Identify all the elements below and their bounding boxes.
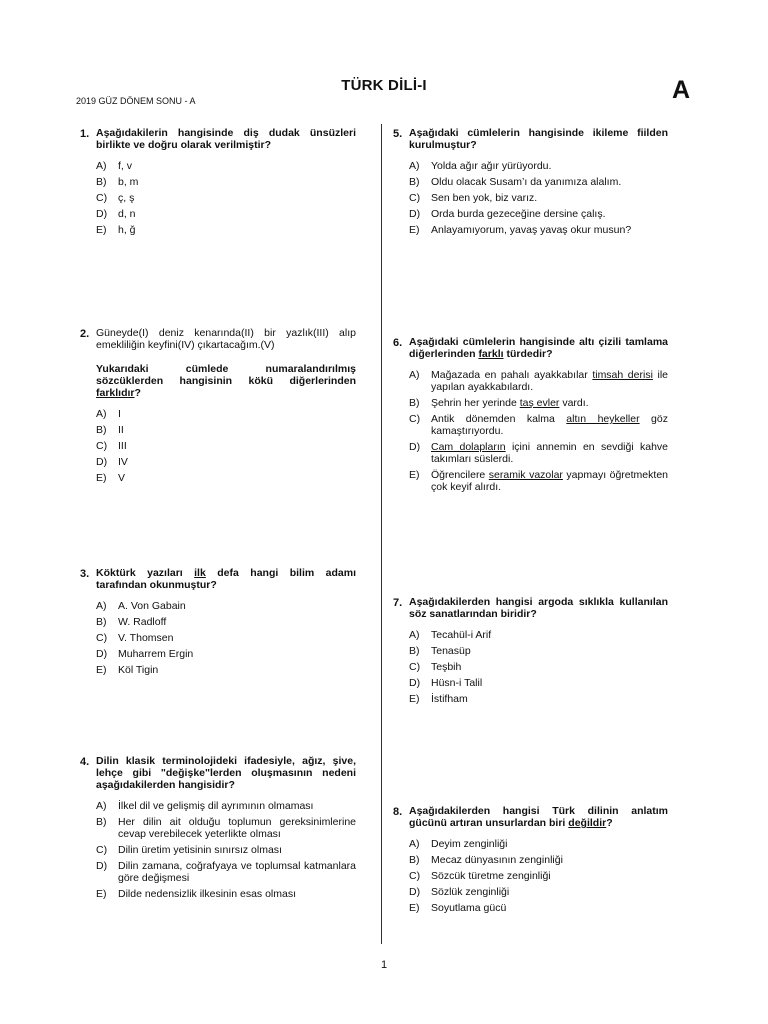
exam-subtitle: 2019 GÜZ DÖNEM SONU - A xyxy=(76,96,196,106)
column-divider xyxy=(381,124,382,944)
question-number: 2. xyxy=(80,328,90,340)
option-d[interactable]: D) d, n xyxy=(96,208,136,220)
option-e[interactable]: E) İstifham xyxy=(409,693,468,705)
option-d[interactable]: D) Orda burda gezeceğine dersine çalış. xyxy=(409,208,606,220)
options-list xyxy=(96,800,356,900)
question-number: 3. xyxy=(80,568,90,580)
underlined-word: ilk xyxy=(194,567,206,579)
question-6 xyxy=(393,336,668,497)
option-a[interactable]: A) I xyxy=(96,408,121,420)
question-8 xyxy=(393,805,668,918)
question-stem: Dilin klasik terminolojideki ifadesiyle, ağız, şive, lehçe gibi "değişke"lerden oluşmasının nedeni aşağıdakilerden hangisidir? xyxy=(96,755,356,791)
option-d[interactable]: D) Hüsn-i Talil xyxy=(409,677,483,689)
question-stem: Aşağıdakilerden hangisi Türk dilinin anlatım gücünü artıran unsurlardan biri değildir? xyxy=(409,805,668,829)
options-list xyxy=(96,408,356,484)
option-a[interactable]: A) Tecahül-i Arif xyxy=(409,629,492,641)
option-e[interactable]: E) V xyxy=(96,472,126,484)
booklet-letter: A xyxy=(672,76,691,104)
question-intro: Güneyde(I) deniz kenarında(II) bir yazlık(III) alıp emekliliğin keyfini(IV) çıkartacağım.(V) xyxy=(96,327,356,351)
question-number: 1. xyxy=(80,128,90,140)
option-b[interactable]: B) Her dilin ait olduğu toplumun gereksinimlerine cevap verebilecek yeterlikte olması xyxy=(96,816,356,840)
options-list xyxy=(409,838,668,914)
option-b[interactable]: B) Mecaz dünyasının zenginliği xyxy=(409,854,563,866)
option-b[interactable]: B) Oldu olacak Susam’ı da yanımıza alalım. xyxy=(409,176,622,188)
question-stem: Aşağıdaki cümlelerin hangisinde ikileme fiilden kurulmuştur? xyxy=(409,127,668,151)
question-number: 6. xyxy=(393,337,403,349)
option-b[interactable]: B) W. Radloff xyxy=(96,616,167,628)
question-3 xyxy=(80,567,356,680)
option-a[interactable]: A) f, v xyxy=(96,160,133,172)
underlined-word: farklı xyxy=(478,348,504,360)
option-c[interactable]: C) Sözcük türetme zenginliği xyxy=(409,870,551,882)
question-number: 5. xyxy=(393,128,403,140)
options-list xyxy=(409,369,668,493)
question-4 xyxy=(80,755,356,904)
question-5 xyxy=(393,127,668,240)
question-stem: Yukarıdaki cümlede numaralandırılmış sözcüklerden hangisinin kökü diğerlerinden farklıdır? xyxy=(96,363,356,399)
question-stem: Aşağıdaki cümlelerin hangisinde altı çizili tamlama diğerlerinden farklı türdedir? xyxy=(409,336,668,360)
option-a[interactable]: A) Yolda ağır ağır yürüyordu. xyxy=(409,160,552,172)
options-list xyxy=(96,160,356,236)
option-a[interactable]: A) Mağazada en pahalı ayakkabılar timsah derisi ile yapılan ayakkabılardı. xyxy=(409,369,668,393)
option-a[interactable]: A) A. Von Gabain xyxy=(96,600,186,612)
option-b[interactable]: B) II xyxy=(96,424,124,436)
question-1 xyxy=(80,127,356,240)
option-a[interactable]: A) İlkel dil ve gelişmiş dil ayrımının olmaması xyxy=(96,800,314,812)
underlined-word: değildir xyxy=(568,817,607,829)
page-number: 1 xyxy=(380,959,388,971)
underlined-phrase: altın heykeller xyxy=(566,413,640,425)
question-number: 8. xyxy=(393,806,403,818)
option-c[interactable]: C) ç, ş xyxy=(96,192,135,204)
underlined-phrase: timsah derisi xyxy=(592,369,653,381)
question-stem: Aşağıdakilerin hangisinde diş dudak ünsüzleri birlikte ve doğru olarak verilmiştir? xyxy=(96,127,356,151)
option-d[interactable]: D) Muharrem Ergin xyxy=(96,648,194,660)
option-b[interactable]: B) Tenasüp xyxy=(409,645,471,657)
option-b[interactable]: B) b, m xyxy=(96,176,139,188)
question-stem: Aşağıdakilerden hangisi argoda sıklıkla kullanılan söz sanatlarından biridir? xyxy=(409,596,668,620)
option-c[interactable]: C) V. Thomsen xyxy=(96,632,174,644)
question-number: 4. xyxy=(80,756,90,768)
option-c[interactable]: C) Dilin üretim yetisinin sınırsız olması xyxy=(96,844,282,856)
option-e[interactable]: E) Köl Tigin xyxy=(96,664,159,676)
question-stem: Köktürk yazıları ilk defa hangi bilim adamı tarafından okunmuştur? xyxy=(96,567,356,591)
underlined-phrase: Cam dolapların xyxy=(431,441,506,453)
option-e[interactable]: E) Anlayamıyorum, yavaş yavaş okur musun? xyxy=(409,224,632,236)
question-2 xyxy=(80,327,356,488)
option-e[interactable]: E) Öğrencilere seramik vazolar yapmayı öğretmekten çok keyif alırdı. xyxy=(409,469,668,493)
underlined-phrase: taş evler xyxy=(519,397,560,409)
option-d[interactable]: D) IV xyxy=(96,456,128,468)
options-list xyxy=(409,160,668,236)
question-7 xyxy=(393,596,668,709)
options-list xyxy=(96,600,356,676)
option-c[interactable]: C) Teşbih xyxy=(409,661,462,673)
option-d[interactable]: D) Cam dolapların içini annemin en sevdiği kahve takımları süslerdi. xyxy=(409,441,669,465)
option-b[interactable]: B) Şehrin her yerinde taş evler vardı. xyxy=(409,397,589,409)
option-c[interactable]: C) Antik dönemden kalma altın heykeller göz kamaştırıyordu. xyxy=(409,413,668,437)
option-d[interactable]: D) Sözlük zenginliği xyxy=(409,886,510,898)
option-d[interactable]: D) Dilin zamana, coğrafyaya ve toplumsal katmanlara göre değişmesi xyxy=(96,860,356,884)
exam-title: TÜRK DİLİ-I xyxy=(341,77,427,94)
option-c[interactable]: C) III xyxy=(96,440,127,452)
option-e[interactable]: E) Dilde nedensizlik ilkesinin esas olması xyxy=(96,888,296,900)
underlined-word: farklıdır xyxy=(96,387,135,399)
question-number: 7. xyxy=(393,597,403,609)
option-e[interactable]: E) h, ğ xyxy=(96,224,136,236)
options-list xyxy=(409,629,668,705)
underlined-phrase: seramik vazolar xyxy=(488,469,563,481)
option-e[interactable]: E) Soyutlama gücü xyxy=(409,902,507,914)
option-a[interactable]: A) Deyim zenginliği xyxy=(409,838,508,850)
option-c[interactable]: C) Sen ben yok, biz varız. xyxy=(409,192,538,204)
